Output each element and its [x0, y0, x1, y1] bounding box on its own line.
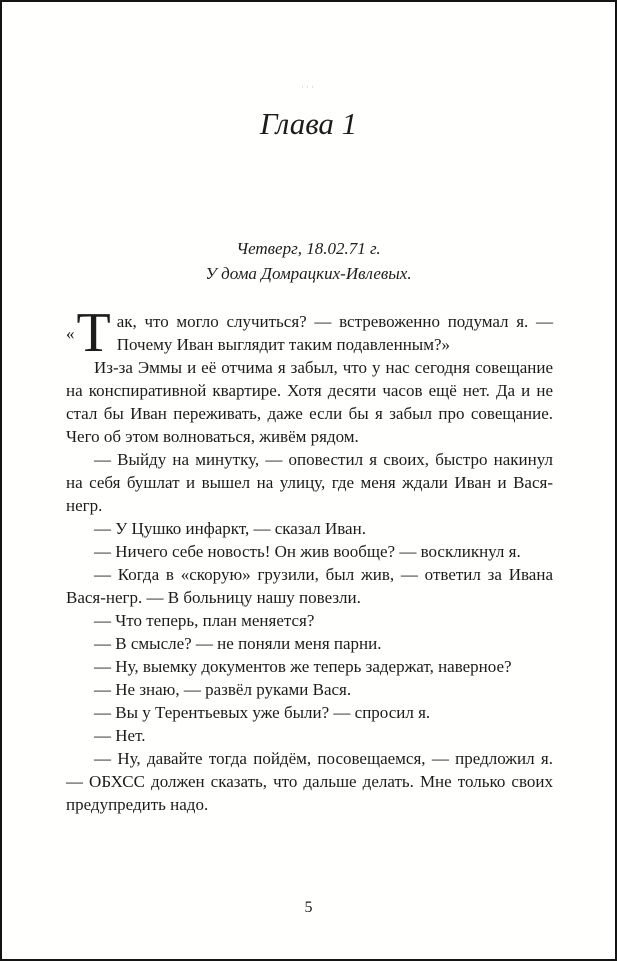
epigraph-date: Четверг, 18.02.71 г. [236, 239, 381, 258]
paragraph: — Ну, давайте тогда пойдём, посовещаемся, — предложил я. — ОБХСС должен сказать, что дальше делать. Мне только своих предупредить надо. [66, 749, 553, 814]
epigraph [2, 236, 615, 286]
paragraph: — Выйду на минутку, — оповестил я своих, быстро накинул на себя бушлат и вышел на улицу, где меня ждали Иван и Вася-негр. [66, 450, 553, 515]
drop-cap: Т [76, 302, 111, 364]
paragraph: — У Цушко инфаркт, — сказал Иван. [94, 519, 366, 538]
paragraph: — Когда в «скорую» грузили, был жив, — ответил за Ивана Вася-негр. — В больницу нашу повезли. [66, 565, 553, 607]
chapter-title: Глава 1 [259, 106, 358, 141]
paragraph: — Ну, выемку документов же теперь задержат, наверное? [94, 657, 512, 676]
paragraph: — Ничего себе новость! Он жив вообще? — воскликнул я. [94, 542, 521, 561]
opening-quote-mark: « [66, 324, 75, 343]
decorative-mark: ··· [301, 82, 316, 92]
paragraph: Из-за Эммы и её отчима я забыл, что у нас сегодня совещание на конспиративной квартире. Хотя десяти часов ещё нет. Да и не стал бы Иван переживать, даже если бы я забыл про совещание. Чего об этом волноваться, живём рядом. [66, 358, 553, 446]
paragraph: — Не знаю, — развёл руками Вася. [94, 680, 352, 699]
paragraph: — Нет. [94, 726, 146, 745]
paragraphs [66, 356, 553, 816]
page-number: 5 [304, 899, 313, 916]
first-paragraph-text: ак, что могло случиться? — встревоженно подумал я. — Почему Иван выглядит таким подавленным?» [116, 312, 553, 354]
paragraph: — Вы у Терентьевых уже были? — спросил я. [94, 703, 431, 722]
body-text [66, 302, 553, 816]
paragraph: — Что теперь, план меняется? [94, 611, 315, 630]
epigraph-location: У дома Домрацких-Ивлевых. [205, 264, 412, 283]
first-paragraph [66, 302, 553, 364]
paragraph: — В смысле? — не поняли меня парни. [94, 634, 382, 653]
